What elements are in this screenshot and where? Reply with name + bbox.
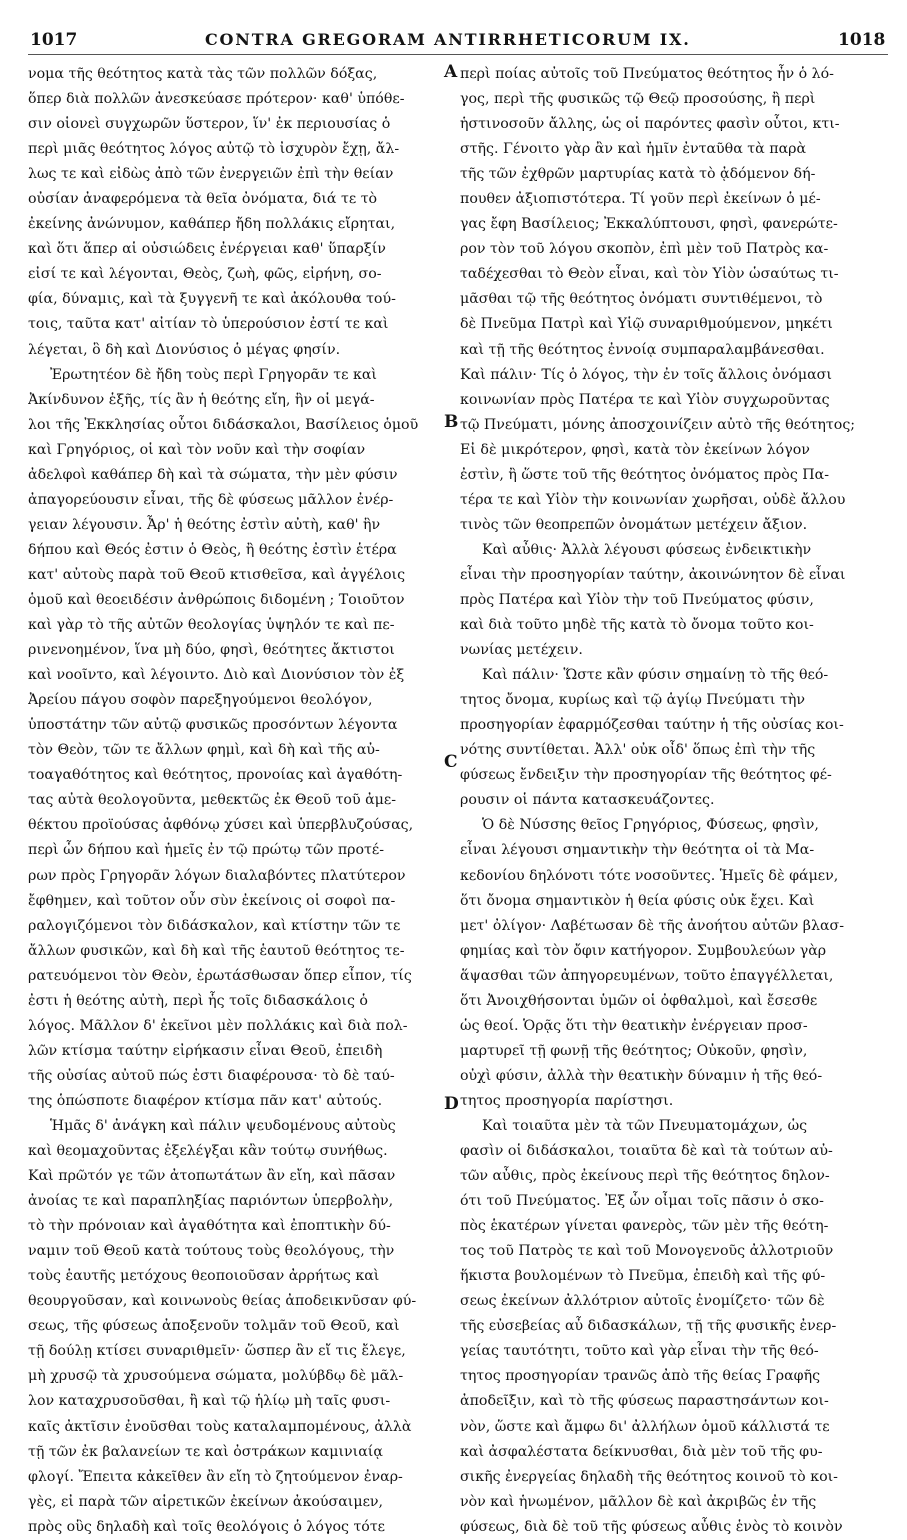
text-line: νότης συντίθεται. Ἀλλ' οὐκ οἶδ' ὅπως ἐπὶ τὴν τῆς: [460, 742, 816, 759]
text-line: τὸν Θεὸν, τῶν τε ἄλλων φημὶ, καὶ δὴ καὶ τῆς αὐ-: [28, 742, 380, 759]
text-line: τῆς εὐσεβείας αὖ διδασκάλων, τῇ τῆς φυσικῆς ἐνερ-: [460, 1318, 837, 1335]
text-line: ρατευόμενοι τὸν Θεὸν, ἐρωτάσθωσαν ὅπερ εἶπον, τίς: [28, 967, 412, 984]
text-line: τητος προσηγορίαν τρανῶς ἀπὸ τῆς θείας Γραφῆς: [460, 1368, 821, 1385]
text-line: τῷ Πνεύματι, μόνης ἀποσχοινίζειν αὐτὸ τῆς θεότητος;: [460, 416, 856, 433]
text-line: λον καταχρυσοῦσθαι, ἢ καὶ τῷ ἡλίῳ μὴ ταῖς φυσι-: [28, 1393, 391, 1410]
text-line: ραλογιζόμενοι τὸν διδάσκαλον, καὶ κτίστην τῶν τε: [28, 917, 401, 934]
text-line: ρινενοημένον, ἵνα μὴ δύο, φησὶ, θεότητες ἄκτιστοι: [28, 642, 395, 659]
text-line: σεως ἐκείνων ἀλλότριον αὐτοῖς ἐνομίζετο· τῶν δὲ: [460, 1293, 825, 1310]
page-number-right: 1018: [838, 30, 886, 50]
text-line: Ἐρωτητέον δὲ ἤδη τοὺς περὶ Γρηγορᾶν τε καὶ: [50, 366, 377, 383]
text-line: καὶ θεομαχοῦντας ἐξελέγξαι κἂν τούτῳ συνήθως.: [28, 1143, 388, 1160]
margin-letter-c: C: [444, 752, 458, 772]
text-line: ότι τοῦ Πνεύματος. Ἐξ ὧν οἶμαι τοῖς πᾶσιν ὁ σκο-: [460, 1193, 824, 1210]
text-line: Καὶ τοιαῦτα μὲν τὰ τῶν Πνευματομάχων, ὡς: [482, 1117, 808, 1134]
text-line: ἐστὶν, ἢ ὥστε τοῦ τῆς θεότητος ὀνόματος πρὸς Πα-: [460, 466, 830, 483]
text-line: τας αὐτὰ θεολογοῦντα, μεθεκτῶς ἐκ Θεοῦ τοῦ ἀμε-: [28, 792, 397, 809]
text-line: νομα τῆς θεότητος κατὰ τὰς τῶν πολλῶν δόξας,: [28, 66, 378, 82]
text-line: ἡστινοσοῦν ἄλλης, ὡς οἱ παρόντες φασὶν οὗτοι, κτι-: [460, 116, 840, 133]
margin-letter-d: D: [444, 1094, 459, 1114]
text-line: ρουσιν οἱ πάντα κατασκευάζοντες.: [460, 792, 715, 809]
text-line: ἔφθημεν, καὶ τοῦτον οὖν σὺν ἐκείνοις οἱ σοφοὶ πα-: [28, 892, 396, 909]
text-line: λόγος. Μᾶλλον δ' ἐκεῖνοι μὲν πολλάκις καὶ διὰ πολ-: [28, 1017, 408, 1034]
text-line: κεδονίου δηλόνοτι τότε νοσοῦντες. Ἡμεῖς δὲ φάμεν,: [460, 867, 839, 884]
text-line: της ὁπώσποτε διαφέρον κτίσμα πᾶν κατ' αὐτούς.: [28, 1092, 383, 1109]
text-line: τῆς τῶν ἐχθρῶν μαρτυρίας κατὰ τὸ ᾀδόμενον δή-: [460, 166, 816, 183]
text-line: τέρα τε καὶ Υἱὸν τὴν κοινωνίαν χωρῆσαι, οὐδὲ ἄλλου: [460, 491, 846, 508]
text-line: Καὶ αὖθις· Ἀλλὰ λέγουσι φύσεως ἐνδεικτικὴν: [482, 541, 812, 558]
header-rule: [28, 54, 888, 55]
margin-letter-b: B: [444, 412, 459, 432]
text-line: κοινωνίαν πρὸς Πατέρα τε καὶ Υἱὸν συγχωροῦντας: [460, 391, 830, 408]
text-line: οὐχὶ φύσιν, ἀλλὰ τὴν θεατικὴν δύναμιν ἡ τῆς θεό-: [460, 1067, 823, 1084]
text-line: καὶ διὰ τοῦτο μηδὲ τῆς κατὰ τὸ ὄνομα τοῦτο κοι-: [460, 617, 814, 634]
text-line: καὶ ὅτι ἅπερ αἱ οὐσιώδεις ἐνέργειαι καθ' ὕπαρξίν: [28, 241, 386, 258]
page-number-left: 1017: [30, 30, 78, 50]
text-line: πουθεν ἀξιοπιστότερα. Τί γοῦν περὶ ἐκείνων ὁ μέ-: [460, 191, 821, 208]
text-line: τος τοῦ Πατρὸς τε καὶ τοῦ Μονογενοῦς ἀλλοτριοῦν: [460, 1243, 834, 1260]
margin-letter-a: A: [444, 62, 458, 82]
right-column: [460, 62, 882, 1540]
text-line: ἀνοίας τε καὶ παραπληξίας παριόντων ὑπερβολὴν,: [28, 1193, 394, 1210]
text-line: πρὸς Πατέρα καὶ Υἱὸν τὴν τοῦ Πνεύματος φύσιν,: [460, 591, 814, 608]
text-line: νωνίας μετέχειν.: [460, 642, 583, 659]
text-line: φασὶν οἱ διδάσκαλοι, τοιαῦτα δὲ καὶ τὰ τούτων αὐ-: [460, 1143, 833, 1160]
text-line: λοι τῆς Ἐκκλησίας οὗτοι διδάσκαλοι, Βασίλειος ὁμοῦ: [28, 416, 419, 433]
text-line: ναμιν τοῦ Θεοῦ κατὰ τούτους τοὺς θεολόγους, τὴν: [28, 1243, 395, 1260]
text-line: εἶναι λέγουσι σημαντικὴν τὴν θεότητα οἱ τὰ Μα-: [460, 842, 815, 859]
text-line: τητος ὄνομα, κυρίως καὶ τῷ ἁγίῳ Πνεύματι τὴν: [460, 692, 805, 709]
text-line: σικῆς ἐνεργείας δηλαδὴ τῆς θεότητος κοινοῦ τὸ κοι-: [460, 1468, 838, 1485]
text-line: γας ἔφη Βασίλειος; Ἐκκαλύπτουσι, φησὶ, φανερώτε-: [460, 216, 838, 233]
text-line: ἀποδεῖξιν, καὶ τὸ τῆς φύσεως παραστησάντων κοι-: [460, 1393, 829, 1410]
text-line: καὶ γὰρ τὸ τῆς αὐτῶν θεολογίας ὑψηλόν τε καὶ πε-: [28, 617, 395, 634]
text-line: τῆς οὐσίας αὐτοῦ πώς ἐστι διαφέρουσα· τὸ δὲ ταύ-: [28, 1067, 395, 1084]
text-line: καὶ Γρηγόριος, οἱ καὶ τὸν νοῦν καὶ τὴν σοφίαν: [28, 441, 366, 458]
text-line: ρον τὸν τοῦ λόγου σκοπὸν, ἐπὶ μὲν τοῦ Πατρὸς κα-: [460, 241, 829, 258]
running-title: CONTRA GREGORAM ANTIRRHETICORUM IX.: [205, 30, 691, 49]
text-line: σεως, τῆς φύσεως ἀποξενοῦν τολμᾶν τοῦ Θεοῦ, καὶ: [28, 1318, 400, 1335]
text-line: φημίας καὶ τὸν ὄφιν κατήγορον. Συμβουλεύων γὰρ: [460, 942, 827, 959]
text-line: Εἰ δὲ μικρότερον, φησὶ, κατὰ τὸν ἐκείνων λόγον: [460, 441, 810, 458]
text-line: ἅψασθαι τῶν ἀπηγορευμένων, τοῦτο ἐπαγγέλλεται,: [460, 967, 834, 984]
text-line: εἰσί τε καὶ λέγονται, Θεὸς, ζωὴ, φῶς, εἰρήνη, σο-: [28, 266, 382, 283]
text-line: τῇ δούλῃ κτίσει συναριθμεῖν· ὥσπερ ἂν εἴ τις ἔλεγε,: [28, 1343, 406, 1360]
text-line: λως τε καὶ εἰδὼς ἀπὸ τῶν ἐνεργειῶν ἐπὶ τὴν θείαν: [28, 166, 394, 183]
text-line: δὲ Πνεῦμα Πατρὶ καὶ Υἱῷ συναριθμούμενον, μηκέτι: [460, 316, 833, 333]
text-line: Ἀκίνδυνον ἑξῆς, τίς ἂν ἡ θεότης εἴη, ἣν οἱ μεγά-: [28, 391, 375, 408]
text-line: μὴ χρυσῷ τὰ χρυσούμενα σώματα, μολύβδῳ δὲ μᾶλ-: [28, 1368, 404, 1385]
text-line: φύσεως ἔνδειξιν τὴν προσηγορίαν τῆς θεότητος φέ-: [460, 767, 832, 784]
text-line: ὁμοῦ καὶ θεοειδέσιν ἀνθρώποις διδομένη ; Τοιοῦτον: [28, 591, 405, 608]
text-line: καὶ νοοῖντο, καὶ λέγοιντο. Διὸ καὶ Διονύσιον τὸν ἐξ: [28, 667, 405, 684]
text-line: ἐκείνης ἀνώνυμον, καθάπερ ἤδη πολλάκις εἴρηται,: [28, 216, 396, 233]
text-line: μᾶσθαι τῷ τῆς θεότητος ὀνόματι συντιθέμενοι, τὸ: [460, 291, 823, 308]
text-line: τινὸς τῶν θεοπρεπῶν ὀνομάτων μετέχειν ἄξιον.: [460, 516, 808, 533]
text-line: γείας ταυτότητι, τοῦτο καὶ γὰρ εἶναι τὴν τῆς θεό-: [460, 1343, 819, 1360]
text-line: λῶν κτίσμα ταύτην εἰρήκασιν εἶναι Θεοῦ, ἐπειδὴ: [28, 1042, 383, 1059]
text-line: ρων πρὸς Γρηγορᾶν λόγων διαλαβόντες πλατύτερον: [28, 867, 406, 884]
text-line: τῇ τῶν ἐκ βαλανείων τε καὶ ὀστράκων καμινιαίᾳ: [28, 1443, 383, 1460]
text-line: λέγεται, ὃ δὴ καὶ Διονύσιος ὁ μέγας φησίν.: [28, 341, 341, 358]
text-line: τητος προσηγορία παρίστησι.: [460, 1092, 674, 1109]
text-line: νὸν καὶ ἡνωμένον, μᾶλλον δὲ καὶ ἀκριβῶς ἐν τῆς: [460, 1493, 817, 1510]
text-line: πὸς ἑκατέρων γίνεται φανερὸς, τῶν μὲν τῆς θεότη-: [460, 1218, 829, 1235]
text-line: ὑποστάτην τῶν αὐτῷ φυσικῶς προσόντων λέγοντα: [28, 717, 398, 734]
text-line: Καὶ πάλιν· Τίς ὁ λόγος, τὴν ἐν τοῖς ἄλλοις ὀνόμασι: [460, 366, 832, 383]
text-line: καῖς ἀκτῖσιν ἐνοῦσθαι τοὺς καταλαμπομένους, ἀλλὰ: [28, 1418, 412, 1435]
text-line: φύσεως, διὰ δὲ τοῦ τῆς φύσεως αὖθις ἑνὸς τὸ κοινὸν: [460, 1518, 843, 1535]
text-line: καὶ ἀσφαλέστατα δείκνυσθαι, διὰ μὲν τοῦ τῆς φυ-: [460, 1443, 823, 1460]
text-line: Ὁ δὲ Νύσσης θεῖος Γρηγόριος, Φύσεως, φησὶν,: [482, 817, 819, 834]
text-line: ἄλλων φυσικῶν, καὶ δὴ καὶ τῆς ἑαυτοῦ θεότητος τε-: [28, 942, 405, 959]
text-line: ὅτι Ἀνοιχθήσονται ὑμῶν οἱ ὀφθαλμοὶ, καὶ ἔσεσθε: [460, 992, 818, 1009]
text-line: φλογί. Ἔπειτα κἀκεῖθεν ἂν εἴη τὸ ζητούμενον ἐναρ-: [28, 1468, 403, 1485]
text-line: δήπου καὶ Θεός ἐστιν ὁ Θεὸς, ἢ θεότης ἐστὶν ἑτέρα: [28, 541, 397, 558]
text-line: ὅπερ διὰ πολλῶν ἀνεσκεύασε πρότερον· καθ' ὑπόθε-: [28, 91, 405, 108]
text-line: περὶ ὧν δήπου καὶ ἡμεῖς ἐν τῷ πρώτῳ τῶν προτέ-: [28, 842, 385, 859]
text-line: τοαγαθότητος καὶ θεότητος, προνοίας καὶ ἀγαθότη-: [28, 767, 403, 784]
text-line: ταδέχεσθαι τὸ Θεὸν εἶναι, καὶ τὸν Υἱὸν ὡσαύτως τι-: [460, 266, 839, 283]
text-line: νὸν, ὥστε καὶ ἄμφω δι' ἀλλήλων ὁμοῦ κάλλιστά τε: [460, 1418, 830, 1435]
text-line: πρὸς οὓς δηλαδὴ καὶ τοῖς θεολόγοις ὁ λόγος τότε: [28, 1518, 386, 1535]
text-line: καὶ τῇ τῆς θεότητος ἐννοίᾳ συμπαραλαμβάνεσθαι.: [460, 341, 825, 358]
text-line: προσηγορίαν ἐφαρμόζεσθαι ταύτην ἡ τῆς οὐσίας κοι-: [460, 717, 844, 734]
text-line: φία, δύναμις, καὶ τὰ ξυγγενῆ τε καὶ ἀκόλουθα τού-: [28, 291, 396, 308]
text-line: στῆς. Γένοιτο γὰρ ἂν καὶ ἡμῖν ἐνταῦθα τὰ παρὰ: [460, 141, 807, 158]
text-line: τοὺς ἑαυτῆς μετόχους θεοποιοῦσαν ἀρρήτως καὶ: [28, 1268, 380, 1285]
text-line: σιν οἱονεὶ συγχωρῶν ὕστερον, ἵν' ἐκ περιουσίας ὁ: [28, 116, 391, 133]
text-line: ἀδελφοὶ καθάπερ δὴ καὶ τὰ σώματα, τὴν μὲν φύσιν: [28, 466, 398, 483]
text-line: οὐσίαν ἀναφερόμενα τὰ θεῖα ὀνόματα, διά τε τὸ: [28, 191, 378, 208]
text-line: εἶναι τὴν προσηγορίαν ταύτην, ἀκοινώνητον δὲ εἶναι: [460, 566, 846, 583]
text-line: ἥκιστα βουλομένων τὸ Πνεῦμα, ἐπειδὴ καὶ τῆς φύ-: [460, 1268, 826, 1285]
text-line: τοις, ταῦτα κατ' αἰτίαν τὸ ὑπερούσιον ἐστί τε καὶ: [28, 316, 389, 333]
text-line: κατ' αὐτοὺς παρὰ τοῦ Θεοῦ κτισθεῖσα, καὶ ἀγγέλοις: [28, 566, 406, 583]
text-line: Καὶ πάλιν· Ὥστε κἂν φύσιν σημαίνῃ τὸ τῆς θεό-: [482, 667, 829, 684]
text-line: Ἀρείου πάγου σοφὸν παρεξηγούμενοι θεολόγον,: [28, 692, 373, 709]
text-line: μαρτυρεῖ τῇ φωνῇ τῆς θεότητος; Οὐκοῦν, φησὶν,: [460, 1042, 808, 1059]
text-line: γειαν λέγουσιν. Ἆρ' ἡ θεότης ἐστὶν αὐτὴ, καθ' ἣν: [28, 516, 381, 533]
text-line: μετ' ὀλίγον· Λαβέτωσαν δὲ τῆς ἀνοήτου αὐτῶν βλασ-: [460, 917, 845, 934]
text-line: θεουργοῦσαν, καὶ κοινωνοὺς θείας ἀποδεικνῦσαν φύ-: [28, 1293, 417, 1310]
text-line: τὸ τὴν πρόνοιαν καὶ ἀγαθότητα καὶ ἐποπτικὴν δύ-: [28, 1218, 391, 1235]
text-line: Ἡμᾶς δ' ἀνάγκη καὶ πάλιν ψευδομένους αὐτοὺς: [50, 1117, 396, 1134]
text-line: θέκτου προϊούσας ἀφθόνῳ χύσει καὶ ὑπερβλυζούσας,: [28, 817, 414, 834]
text-line: γὲς, εἰ παρὰ τῶν αἱρετικῶν ἐκείνων ἀκούσαιμεν,: [28, 1493, 384, 1510]
page-header: [0, 0, 907, 56]
text-line: ὅτι ὄνομα σημαντικὸν ἡ θεία φύσις οὐκ ἔχει. Καὶ: [460, 892, 815, 909]
text-line: περὶ ποίας αὐτοῖς τοῦ Πνεύματος θεότητος ἦν ὁ λό-: [460, 66, 834, 82]
left-column: [28, 62, 448, 1540]
text-line: Καὶ πρῶτόν γε τῶν ἀτοπωτάτων ἂν εἴη, καὶ πᾶσαν: [28, 1168, 396, 1185]
text-line: περὶ μιᾶς θεότητος λόγος αὐτῷ τὸ ἰσχυρὸν ἔχῃ, ἄλ-: [28, 141, 400, 158]
text-line: ἀπαγορεύουσιν εἶναι, τῆς δὲ φύσεως μᾶλλον ἐνέρ-: [28, 491, 394, 508]
text-line: γος, περὶ τῆς φυσικῶς τῷ Θεῷ προσούσης, ἢ περὶ: [460, 91, 816, 108]
text-line: τῶν αὖθις, πρὸς ἐκείνους περὶ τῆς θεότητος δηλον-: [460, 1168, 830, 1185]
text-line: ἐστι ἡ θεότης αὐτὴ, περὶ ἧς τοῖς διδασκάλοις ὁ: [28, 992, 368, 1009]
text-line: ὡς θεοί. Ὁρᾷς ὅτι τὴν θεατικὴν ἐνέργειαν προσ-: [460, 1017, 808, 1034]
